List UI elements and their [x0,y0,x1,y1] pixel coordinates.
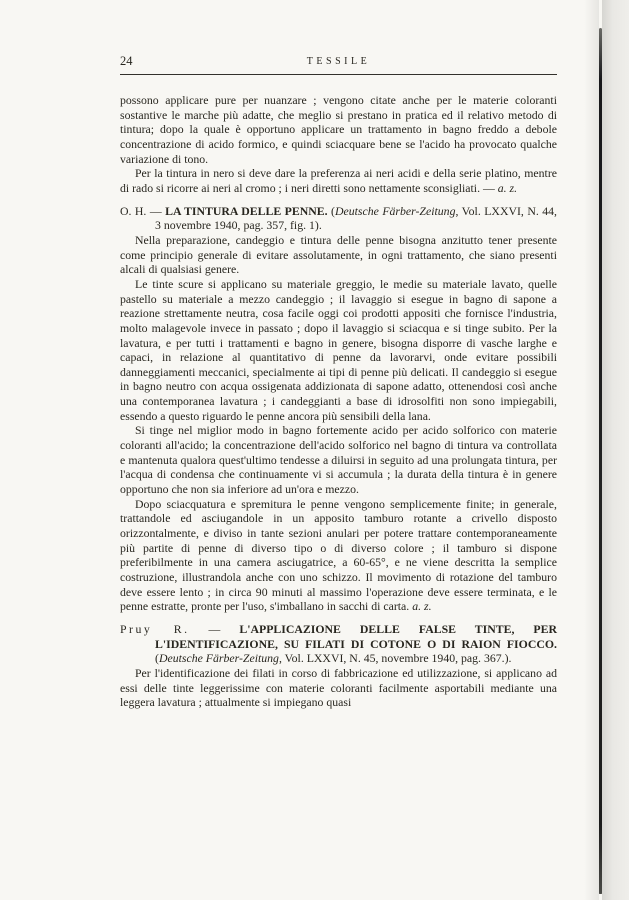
paragraph: Nella preparazione, candeggio e tintura delle penne bisogna anzitutto tener presente come principio generale di evitare assolutamente, in ogni trattamento, che siano presenti alcali di qualsiasi genere. [120,232,557,277]
header-rule [120,74,557,75]
article-entry [120,204,557,233]
paragraph: Le tinte scure si applicano su materiale greggio, le medie su materiale lavato, quelle pastello su materiale a mezzo candeggio ; il lavaggio si esegue in bagno di sapone a reazione strettamente neutra, cosa facile oggi coi prodotti appositi che fornisce l'industria, molto malagevole invece in passato ; dopo il lavaggio si sciacqua e si tinge subito. Per la lavatura, e per tutti i trattamenti e bagno in genere, bisogna disporre di vasche larghe e capaci, in relazione al quantitativo di penne da lavorarvi, onde evitare possibili danneggiamenti meccanici, specialmente ai tipi di penne più delicati. Il candeggio si esegue in bagno neutro con acqua ossigenata addizionata di sapone adatto, ottenendosi così anche una contemporanea lavatura ; i candeggianti a base di idrosolfiti non sono impiegabili, essendo a questo riguardo le penne ancora più sensibili della lana. [120,276,557,423]
page-edge-shadow [584,0,599,900]
entry-ref-open: ( [155,651,159,666]
entry-ref-open: ( [327,203,335,218]
paragraph: Per l'identificazione dei filati in corso di fabbricazione ed utilizzazione, si applicano ad essi delle tinte leggerissime con materie coloranti facilmente asportabili mediante una leggera lavatura ; attualmente si impiegano quasi [120,665,557,710]
entry-title: LA TINTURA DELLE PENNE. [165,203,328,218]
paragraph-text: Per la tintura in nero si deve dare la preferenza ai neri acidi e della serie platino, mentre di rado si ricorre ai neri al cromo ; i neri diretti sono nettamente sconsigliati. — [120,166,557,195]
entry-ref: , Vol. LXXVI, N. 45, novembre 1940, pag. 367.). [278,651,512,666]
entry-author: O. H. [120,203,147,218]
entry-author: Pruy R. [120,621,190,636]
entry-ref: , Vol. LXXVI, N. 44, 3 novembre 1940, pag. 357, fig. 1). [155,203,557,233]
paragraph-continuation: possono applicare pure per nuanzare ; vengono citate anche per le materie coloranti sostantive le marche più adatte, che meglio si prestano in pratica ed il relativo metodo di tintura; dopo la quale è opportuno applicare un trattamento in bagno freddo a debole concentrazione di acido formico, e quindi sciacquare bene se l'acido ha provocato qualche variazione di tono. [120,93,557,166]
article-entry [120,622,557,666]
paragraph [120,497,557,614]
entry-dash: — [146,203,166,218]
paragraph-text: Dopo sciacquatura e spremitura le penne vengono semplicemente finite; in generale, trattandole ed asciugandole in un apposito tamburo rotante a crivello disposto orizzontalmente, e diviso in tante sezioni anulari per potere trattare contemporaneamente più partite di penne di diverso tipo o di diverso colore ; il tamburo si dispone preferibilmente in una camera asciugatrice, a 60-65°, e ne viene descritta la semplice costruzione, illustrandola anche con uno schizzo. Il movimento di rotazione del tamburo deve essere lento ; in circa 90 minuti al massimo l'operazione deve essere terminata, e le penne estratte, pronte per l'uso, s'imballano in sacchi di carta. [120,496,557,614]
journal-name: Deutsche Färber-Zeitung [334,203,456,218]
signature: a. z. [412,599,432,614]
paragraph [120,166,557,195]
page-body [120,93,557,710]
page-number: 24 [120,54,133,68]
paragraph: Si tinge nel miglior modo in bagno fortemente acido per acido solforico con materie coloranti all'acido; la concentrazione dell'acido solforico nel bagno di tintura va controllata e mantenuta qualora quest'ultimo tendesse a diluirsi in seguito ad una prolungata tintura, per l'acqua di condensa che continuamente vi si accumula ; la durata della tintura è in genere opportuno che non sia inferiore ad un'ora e mezzo. [120,423,557,497]
page-header [120,52,557,76]
journal-name: Deutsche Färber-Zeitung [158,651,279,666]
page-edge-margin [602,0,629,900]
entry-title: L'APPLICAZIONE DELLE FALSE TINTE, PER L'IDENTIFICAZIONE, SU FILATI DI COTONE O DI RAION FIOCCO. [155,621,557,651]
signature: a. z. [497,180,518,195]
page-content [120,52,557,710]
running-title: TESSILE [306,56,371,67]
entry-dash: — [189,621,240,636]
